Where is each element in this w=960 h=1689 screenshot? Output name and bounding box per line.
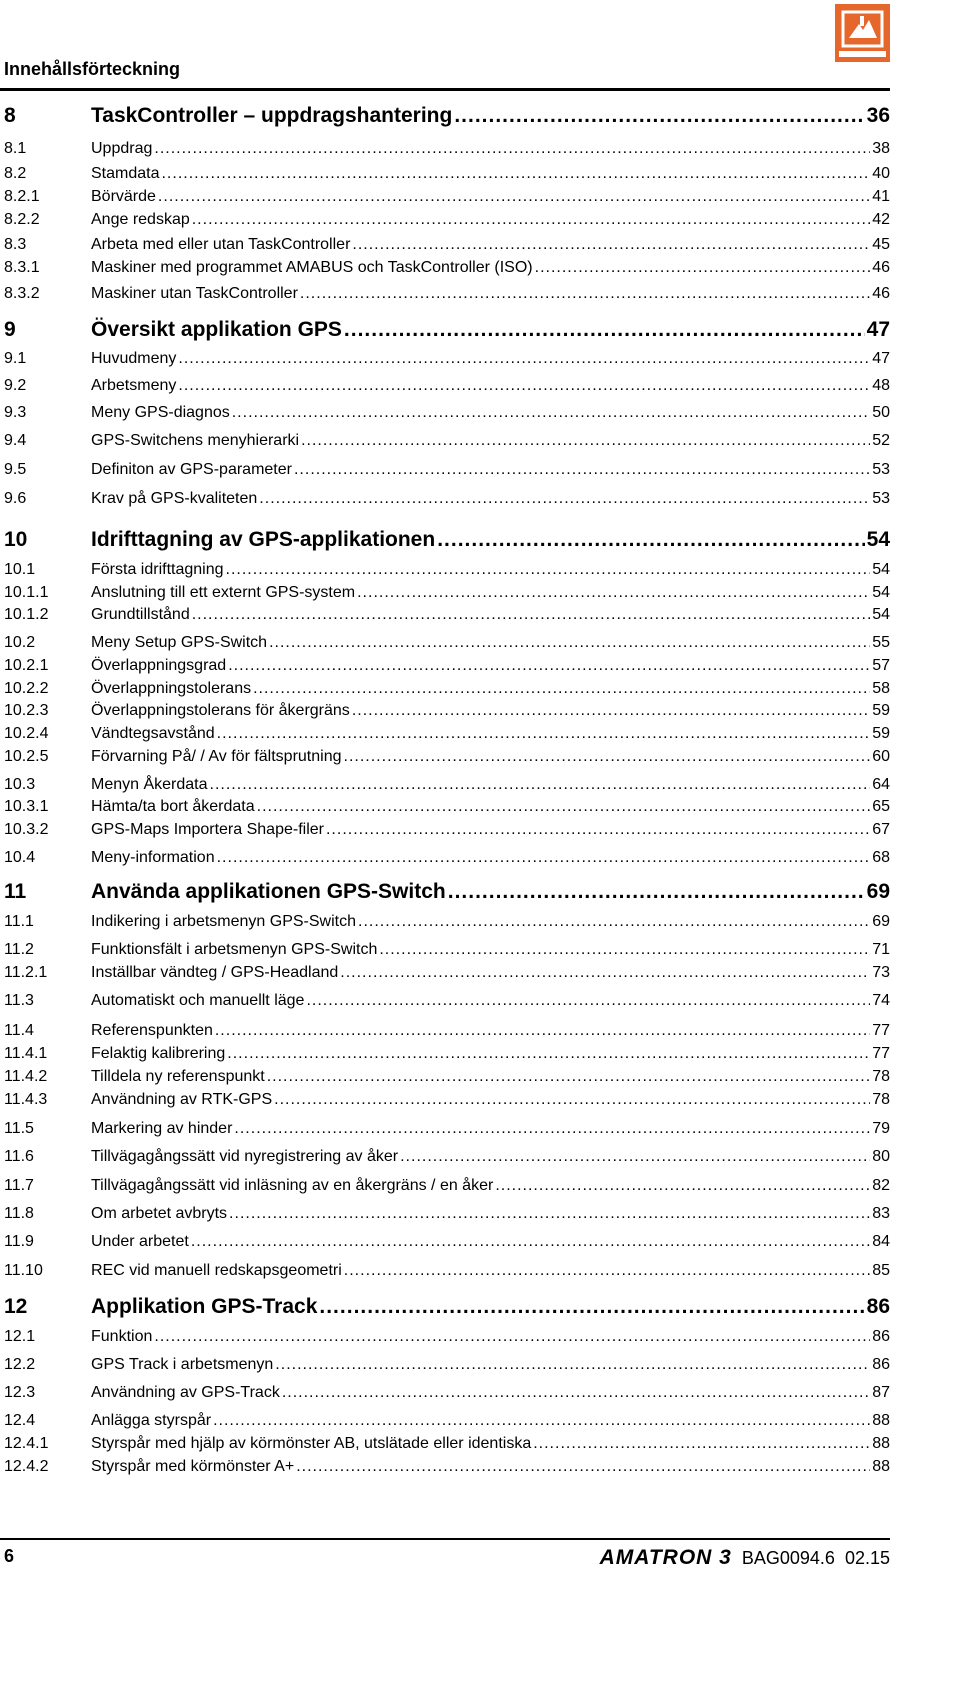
toc-leader-dots (217, 849, 871, 867)
toc-leader-dots (357, 584, 870, 602)
toc-leader-dots (301, 432, 870, 450)
toc-entry-page: 79 (872, 1120, 890, 1137)
toc-entry-number: 12.4.2 (4, 1458, 49, 1475)
toc-entry[interactable] (0, 211, 890, 233)
toc-entry-title: Hämta/ta bort åkerdata (91, 798, 255, 815)
toc-entry-number: 11.6 (4, 1148, 34, 1165)
toc-entry-title: Funktionsfält i arbetsmenyn GPS-Switch (91, 941, 378, 958)
toc-leader-dots (533, 1435, 870, 1453)
toc-entry-number: 10.2.3 (4, 702, 49, 719)
toc-entry-page: 53 (872, 490, 890, 507)
header-rule (0, 88, 890, 91)
toc-entry-page: 68 (872, 849, 890, 866)
toc-entry[interactable] (0, 798, 890, 820)
toc-leader-dots (213, 1412, 870, 1430)
toc-leader-dots (234, 1120, 870, 1138)
toc-entry-number: 11.2 (4, 941, 34, 958)
toc-entry[interactable] (0, 680, 890, 702)
toc-entry[interactable] (0, 1148, 890, 1170)
toc-entry-page: 69 (866, 880, 890, 903)
footer-product-logo: AMATRON 3 (599, 1546, 732, 1569)
toc-entry-title: Förvarning På/ / Av för fältsprutning (91, 748, 342, 765)
toc-entry[interactable] (0, 528, 890, 556)
toc-entry[interactable] (0, 404, 890, 426)
toc-entry-title: GPS-Maps Importera Shape-filer (91, 821, 324, 838)
toc-leader-dots (275, 1356, 870, 1374)
toc-leader-dots (344, 1262, 870, 1280)
toc-entry-page: 59 (872, 725, 890, 742)
toc-leader-dots (192, 606, 870, 624)
toc-entry-page: 58 (872, 680, 890, 697)
toc-entry-page: 71 (872, 941, 890, 958)
toc-entry-number: 10.4 (4, 849, 36, 866)
toc-entry[interactable] (0, 913, 890, 935)
toc-leader-dots (535, 259, 871, 277)
toc-leader-dots (226, 561, 871, 579)
toc-entry-page: 77 (872, 1022, 890, 1039)
toc-entry-page: 67 (872, 821, 890, 838)
toc-entry-number: 12.2 (4, 1356, 36, 1373)
toc-entry[interactable] (0, 377, 890, 399)
toc-entry-page: 40 (872, 165, 890, 182)
toc-leader-dots (192, 211, 870, 229)
toc-entry-number: 10.2 (4, 634, 36, 651)
toc-leader-dots (210, 776, 871, 794)
toc-entry[interactable] (0, 561, 890, 583)
footer-rule (0, 1538, 890, 1540)
toc-entry-number: 11.9 (4, 1233, 34, 1250)
toc-leader-dots (454, 104, 864, 128)
toc-entry-page: 88 (872, 1412, 890, 1429)
toc-entry-title: Arbetsmeny (91, 377, 177, 394)
toc-leader-dots (379, 941, 870, 959)
toc-entry-title: Första idrifttagning (91, 561, 224, 578)
toc-entry[interactable] (0, 584, 890, 606)
toc-entry-number: 11 (4, 880, 27, 903)
toc-entry[interactable] (0, 941, 890, 963)
toc-leader-dots (267, 1068, 870, 1086)
toc-entry-title: Användning av GPS-Track (91, 1384, 280, 1401)
toc-entry-number: 12 (4, 1295, 28, 1318)
toc-entry-number: 9.5 (4, 461, 27, 478)
toc-entry-number: 11.7 (4, 1177, 34, 1194)
toc-entry-number: 12.4.1 (4, 1435, 49, 1452)
toc-entry-page: 54 (872, 606, 890, 623)
toc-entry-page: 78 (872, 1068, 890, 1085)
toc-entry-title: Tillvägagångssätt vid nyregistrering av åker (91, 1148, 399, 1165)
toc-entry[interactable] (0, 1262, 890, 1284)
toc-leader-dots (178, 350, 870, 368)
toc-entry-page: 65 (872, 798, 890, 815)
toc-entry-title: TaskController – uppdragshantering (91, 104, 453, 127)
toc-entry[interactable] (0, 1045, 890, 1067)
toc-entry-title: Meny-information (91, 849, 215, 866)
toc-entry-number: 10.3 (4, 776, 36, 793)
toc-entry[interactable] (0, 1435, 890, 1457)
toc-entry-title: Funktion (91, 1328, 153, 1345)
toc-entry[interactable] (0, 1068, 890, 1090)
toc-entry[interactable] (0, 1177, 890, 1199)
toc-entry[interactable] (0, 776, 890, 798)
toc-entry[interactable] (0, 702, 890, 724)
amazone-logo (835, 4, 890, 62)
toc-entry-page: 82 (872, 1177, 890, 1194)
toc-leader-dots (437, 528, 864, 552)
toc-entry-number: 10.2.4 (4, 725, 49, 742)
toc-entry-number: 8.3.1 (4, 259, 40, 276)
toc-entry-number: 10.2.1 (4, 657, 49, 674)
toc-entry-title: Menyn Åkerdata (91, 776, 208, 793)
toc-leader-dots (296, 1458, 870, 1476)
toc-entry-number: 9.3 (4, 404, 27, 421)
toc-entry-number: 8.2.2 (4, 211, 40, 228)
toc-leader-dots (495, 1177, 870, 1195)
toc-entry-page: 55 (872, 634, 890, 651)
toc-entry-number: 10 (4, 528, 28, 551)
toc-entry-number: 10.3.2 (4, 821, 49, 838)
toc-entry[interactable] (0, 748, 890, 770)
toc-leader-dots (352, 702, 870, 720)
toc-entry-title: Under arbetet (91, 1233, 189, 1250)
toc-entry-number: 10.1.1 (4, 584, 49, 601)
toc-entry-page: 86 (872, 1328, 890, 1345)
toc-entry-title: Maskiner med programmet AMABUS och TaskController (ISO) (91, 259, 533, 276)
toc-entry-number: 11.10 (4, 1262, 43, 1279)
toc-entry-number: 9.1 (4, 350, 27, 367)
toc-entry[interactable] (0, 964, 890, 986)
toc-entry-title: REC vid manuell redskapsgeometri (91, 1262, 342, 1279)
toc-entry-title: Huvudmeny (91, 350, 177, 367)
toc-entry-title: GPS-Switchens menyhierarki (91, 432, 300, 449)
toc-entry-page: 47 (866, 318, 890, 341)
toc-leader-dots (448, 880, 865, 904)
toc-leader-dots (215, 1022, 870, 1040)
toc-leader-dots (269, 634, 870, 652)
toc-entry-title: Använda applikationen GPS-Switch (91, 880, 446, 903)
toc-leader-dots (158, 188, 870, 206)
footer-page-number: 6 (4, 1546, 15, 1566)
toc-entry-title: Automatiskt och manuellt läge (91, 992, 305, 1009)
toc-entry-number: 8.2 (4, 165, 27, 182)
toc-entry-page: 86 (866, 1295, 890, 1318)
toc-entry-title: Överlappningstolerans för åkergräns (91, 702, 350, 719)
toc-entry[interactable] (0, 849, 890, 871)
toc-entry-title: Anslutning till ett externt GPS-system (91, 584, 356, 601)
toc-entry-page: 86 (872, 1356, 890, 1373)
toc-entry-title: GPS Track i arbetsmenyn (91, 1356, 274, 1373)
toc-entry[interactable] (0, 461, 890, 483)
toc-entry-number: 9.4 (4, 432, 27, 449)
toc-entry-title: Om arbetet avbryts (91, 1205, 228, 1222)
page-title: Innehållsförteckning (4, 59, 181, 79)
toc-entry[interactable] (0, 236, 890, 258)
toc-entry-title: Användning av RTK-GPS (91, 1091, 273, 1108)
toc-entry-title: Grundtillstånd (91, 606, 190, 623)
toc-entry-title: Tilldela ny referenspunkt (91, 1068, 265, 1085)
toc-entry[interactable] (0, 1356, 890, 1378)
toc-entry-title: Tillvägagångssätt vid inläsning av en åkergräns / en åker (91, 1177, 494, 1194)
toc-entry-number: 11.1 (4, 913, 34, 930)
toc-leader-dots (191, 1233, 870, 1251)
toc-leader-dots (259, 490, 870, 508)
toc-entry-title: Inställbar vändteg / GPS-Headland (91, 964, 339, 981)
toc-entry-number: 10.1.2 (4, 606, 49, 623)
toc-leader-dots (344, 318, 865, 342)
toc-entry-number: 9.2 (4, 377, 27, 394)
toc-entry[interactable] (0, 350, 890, 372)
toc-entry-page: 60 (872, 748, 890, 765)
toc-entry-title: Definiton av GPS-parameter (91, 461, 292, 478)
toc-entry-number: 10.2.2 (4, 680, 49, 697)
toc-entry-page: 46 (872, 259, 890, 276)
toc-leader-dots (178, 377, 870, 395)
toc-entry-page: 84 (872, 1233, 890, 1250)
toc-entry-page: 48 (872, 377, 890, 394)
toc-leader-dots (344, 748, 871, 766)
toc-entry[interactable] (0, 992, 890, 1014)
toc-entry-page: 57 (872, 657, 890, 674)
toc-entry-title: Styrspår med körmönster A+ (91, 1458, 295, 1475)
toc-entry-page: 73 (872, 964, 890, 981)
toc-leader-dots (340, 964, 870, 982)
toc-entry[interactable] (0, 821, 890, 843)
toc-entry-title: Överlappningstolerans (91, 680, 252, 697)
toc-entry-number: 8.1 (4, 140, 27, 157)
toc-entry[interactable] (0, 490, 890, 512)
toc-entry-page: 53 (872, 461, 890, 478)
toc-entry-title: Maskiner utan TaskController (91, 285, 298, 302)
toc-entry-page: 42 (872, 211, 890, 228)
toc-leader-dots (282, 1384, 870, 1402)
toc-entry-title: Översikt applikation GPS (91, 318, 342, 341)
toc-entry[interactable] (0, 1022, 890, 1044)
toc-entry-page: 74 (872, 992, 890, 1009)
toc-entry[interactable] (0, 1091, 890, 1113)
toc-entry-page: 50 (872, 404, 890, 421)
toc-entry-number: 11.4.2 (4, 1068, 48, 1085)
toc-entry-page: 69 (872, 913, 890, 930)
toc-entry-page: 52 (872, 432, 890, 449)
toc-entry-page: 87 (872, 1384, 890, 1401)
toc-leader-dots (306, 992, 870, 1010)
toc-entry-number: 8.3.2 (4, 285, 40, 302)
toc-entry-number: 10.1 (4, 561, 36, 578)
toc-entry-page: 54 (872, 561, 890, 578)
toc-entry-title: Krav på GPS-kvaliteten (91, 490, 258, 507)
toc-entry-page: 78 (872, 1091, 890, 1108)
toc-entry[interactable] (0, 606, 890, 628)
toc-entry-page: 38 (872, 140, 890, 157)
toc-leader-dots (352, 236, 870, 254)
toc-entry-title: Idrifttagning av GPS-applikationen (91, 528, 436, 551)
toc-entry[interactable] (0, 140, 890, 162)
toc-entry[interactable] (0, 880, 890, 908)
toc-entry-page: 45 (872, 236, 890, 253)
toc-entry[interactable] (0, 188, 890, 210)
toc-leader-dots (161, 165, 870, 183)
toc-leader-dots (154, 140, 870, 158)
toc-leader-dots (227, 1045, 870, 1063)
toc-entry-page: 54 (872, 584, 890, 601)
toc-entry[interactable] (0, 1384, 890, 1406)
toc-entry-page: 46 (872, 285, 890, 302)
toc-entry-number: 9.6 (4, 490, 27, 507)
toc-entry-title: Uppdrag (91, 140, 153, 157)
toc-entry-title: Styrspår med hjälp av körmönster AB, utslätade eller identiska (91, 1435, 532, 1452)
toc-entry[interactable] (0, 432, 890, 454)
toc-entry-number: 12.4 (4, 1412, 36, 1429)
toc-entry[interactable] (0, 1205, 890, 1227)
toc-entry-page: 59 (872, 702, 890, 719)
toc-entry-title: Anlägga styrspår (91, 1412, 212, 1429)
toc-entry-page: 77 (872, 1045, 890, 1062)
toc-entry[interactable] (0, 1120, 890, 1142)
toc-leader-dots (319, 1295, 864, 1319)
toc-entry-number: 9 (4, 318, 16, 341)
toc-entry-number: 8 (4, 104, 16, 127)
toc-entry[interactable] (0, 725, 890, 747)
toc-leader-dots (257, 798, 871, 816)
toc-entry-page: 80 (872, 1148, 890, 1165)
toc-entry[interactable] (0, 1295, 890, 1323)
toc-leader-dots (300, 285, 870, 303)
toc-leader-dots (274, 1091, 870, 1109)
toc-entry[interactable] (0, 104, 890, 132)
toc-leader-dots (229, 1205, 870, 1223)
toc-entry-title: Indikering i arbetsmenyn GPS-Switch (91, 913, 356, 930)
footer-doc-id: BAG0094.6 (741, 1548, 835, 1568)
toc-leader-dots (294, 461, 870, 479)
toc-entry-number: 11.5 (4, 1120, 34, 1137)
toc-entry-title: Applikation GPS-Track (91, 1295, 318, 1318)
toc-entry-page: 47 (872, 350, 890, 367)
toc-entry-number: 10.3.1 (4, 798, 49, 815)
toc-entry[interactable] (0, 634, 890, 656)
toc-entry[interactable] (0, 165, 890, 187)
toc-entry[interactable] (0, 1412, 890, 1434)
toc-leader-dots (154, 1328, 870, 1346)
toc-entry[interactable] (0, 318, 890, 346)
toc-leader-dots (253, 680, 870, 698)
toc-entry-number: 11.8 (4, 1205, 34, 1222)
toc-entry-page: 64 (872, 776, 890, 793)
toc-entry-number: 10.2.5 (4, 748, 49, 765)
toc-entry-title: Markering av hinder (91, 1120, 233, 1137)
toc-entry-number: 11.2.1 (4, 964, 48, 981)
toc-entry-number: 11.4.3 (4, 1091, 48, 1108)
toc-entry[interactable] (0, 1458, 890, 1480)
toc-leader-dots (228, 657, 870, 675)
toc-entry-number: 8.2.1 (4, 188, 40, 205)
toc-entry-title: Referenspunkten (91, 1022, 213, 1039)
toc-entry-number: 12.1 (4, 1328, 36, 1345)
toc-entry[interactable] (0, 1233, 890, 1255)
toc-entry-title: Meny GPS-diagnos (91, 404, 230, 421)
toc-entry-page: 54 (866, 528, 890, 551)
toc-entry-number: 12.3 (4, 1384, 36, 1401)
toc-entry-number: 8.3 (4, 236, 27, 253)
toc-entry-page: 85 (872, 1262, 890, 1279)
toc-entry[interactable] (0, 1328, 890, 1350)
toc-entry-title: Meny Setup GPS-Switch (91, 634, 268, 651)
toc-entry-page: 88 (872, 1435, 890, 1452)
toc-leader-dots (326, 821, 870, 839)
toc-entry-number: 11.4.1 (4, 1045, 48, 1062)
toc-entry-title: Börvärde (91, 188, 156, 205)
toc-entry-page: 83 (872, 1205, 890, 1222)
toc-entry-title: Felaktig kalibrering (91, 1045, 226, 1062)
footer-date: 02.15 (844, 1548, 890, 1568)
toc-leader-dots (217, 725, 871, 743)
toc-entry-page: 36 (866, 104, 890, 127)
toc-entry[interactable] (0, 259, 890, 281)
toc-entry-title: Ange redskap (91, 211, 190, 228)
toc-entry-title: Överlappningsgrad (91, 657, 227, 674)
footer-info (600, 1546, 890, 1570)
toc-leader-dots (232, 404, 870, 422)
toc-leader-dots (358, 913, 870, 931)
toc-entry[interactable] (0, 657, 890, 679)
toc-entry[interactable] (0, 285, 890, 307)
toc-entry-number: 11.3 (4, 992, 34, 1009)
toc-entry-title: Arbeta med eller utan TaskController (91, 236, 351, 253)
toc-entry-number: 11.4 (4, 1022, 34, 1039)
toc-entry-title: Stamdata (91, 165, 160, 182)
toc-entry-page: 41 (872, 188, 890, 205)
toc-entry-title: Vändtegsavstånd (91, 725, 215, 742)
toc-entry-page: 88 (872, 1458, 890, 1475)
toc-leader-dots (400, 1148, 870, 1166)
